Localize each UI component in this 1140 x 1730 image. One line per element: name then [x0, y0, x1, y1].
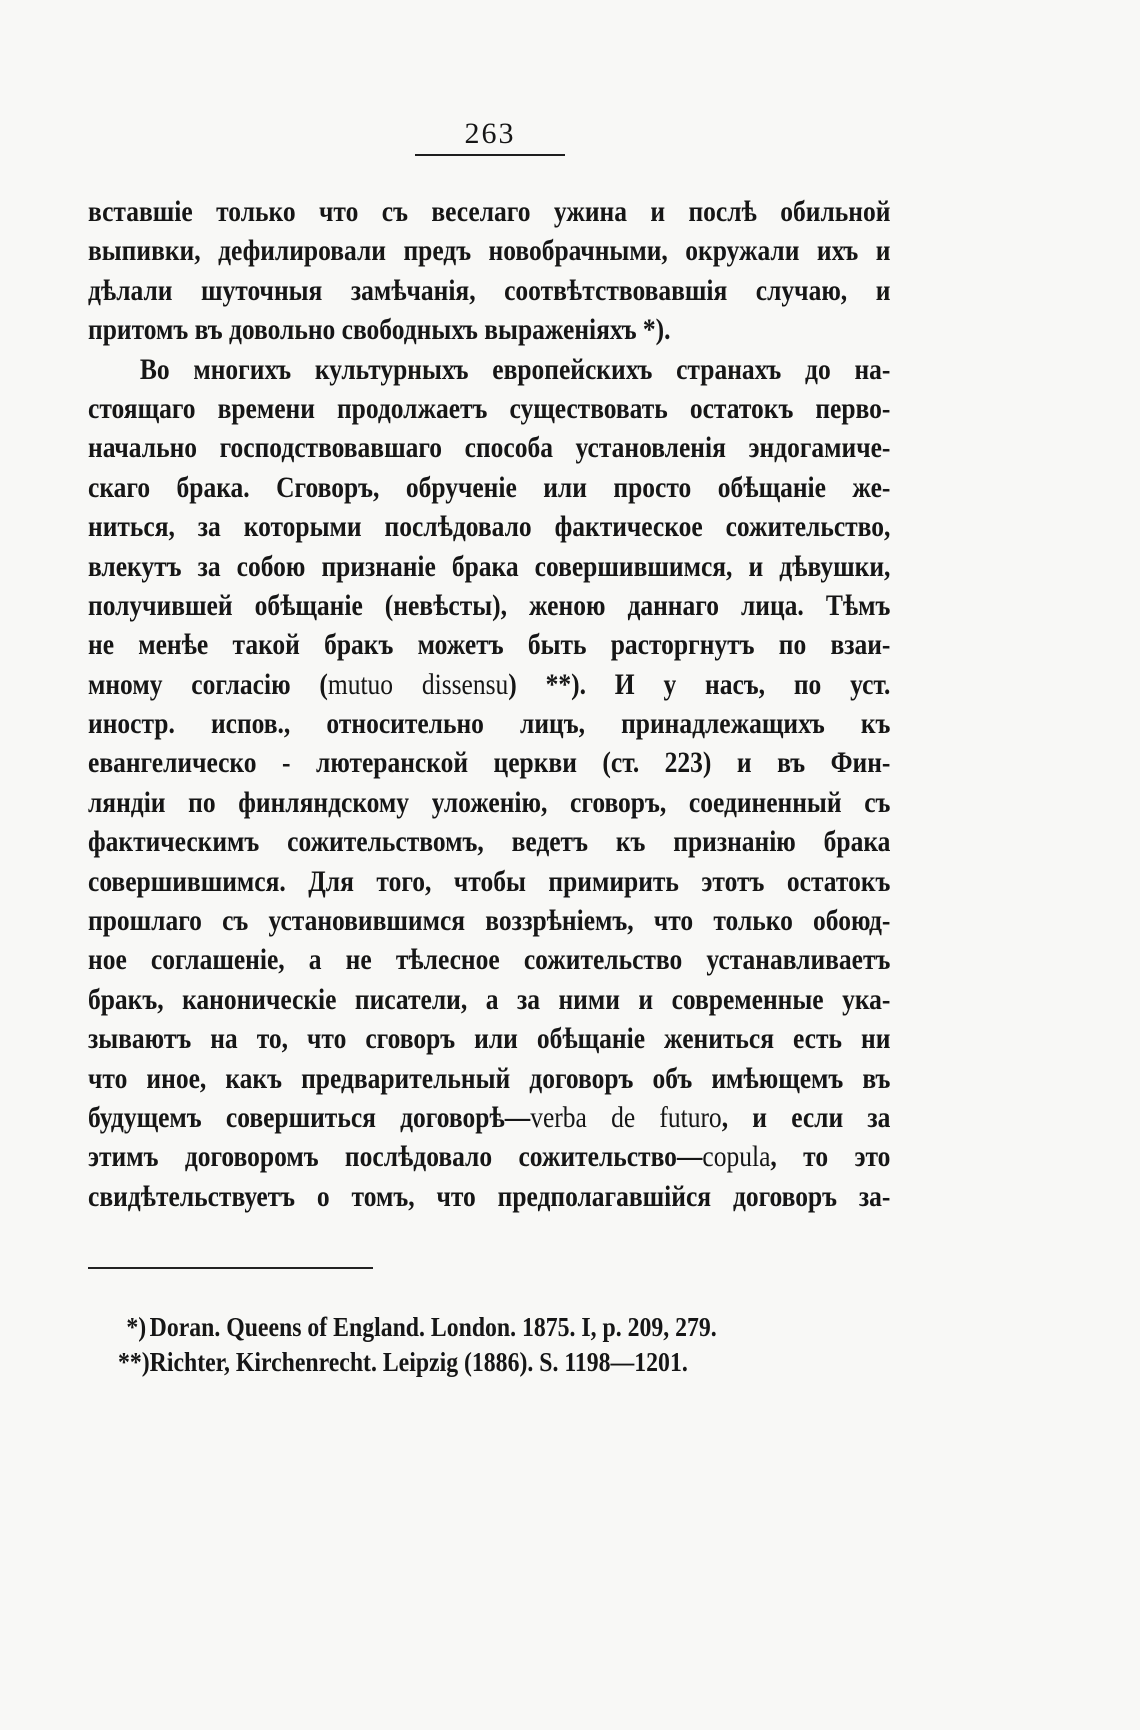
latin-phrase: verba de futuro [530, 1100, 722, 1134]
text-line: зываютъ на то, что сговоръ или обѣщаніе жениться есть ни [88, 1022, 891, 1056]
paragraph-2 [88, 350, 1032, 1217]
text-line: что иное, какъ предварительный договоръ объ имѣющемъ въ [88, 1061, 891, 1095]
text-segment: , и если за [721, 1100, 891, 1134]
text-line: ное соглашеніе, а не тѣлесное сожительство устанавливаетъ [88, 943, 891, 977]
text-line: ниться, за которыми послѣдовало фактическое сожительство, [88, 510, 891, 544]
text-segment: ) **). И у насъ, по уст. [508, 667, 891, 701]
text-line: вставшіе только что съ веселаго ужина и послѣ обильной [88, 195, 891, 228]
text-line [88, 1098, 890, 1137]
text-line: евангелическо - лютеранской церкви (ст. 223) и въ Фин- [88, 746, 891, 780]
footnote-separator [88, 1267, 373, 1269]
text-line: фактическимъ сожительствомъ, ведетъ къ признанію брака [88, 825, 891, 859]
text-line: не менѣе такой бракъ можетъ быть расторгнутъ по взаи- [88, 628, 891, 662]
text-line: выпивки, дефилировали предъ новобрачными, окружали ихъ и [88, 234, 891, 268]
footnote-text: Doran. Queens of England. London. 1875. I, p. 209, 279. [149, 1312, 717, 1342]
footnote-mark: *) [126, 1312, 147, 1342]
footnote-2 [118, 1345, 840, 1380]
text-line [88, 665, 890, 704]
body-text [88, 192, 1032, 1216]
text-line: дѣлали шуточныя замѣчанія, соотвѣтствовавшія случаю, и [88, 273, 891, 307]
text-line: бракъ, каноническіе писатели, а за ними и современные ука- [88, 982, 891, 1016]
paragraph-1 [88, 192, 1032, 350]
text-line: начально господствовавшаго способа установленія эндогамиче- [88, 431, 891, 465]
text-line: иностр. испов., относительно лицъ, принадлежащихъ къ [88, 707, 891, 741]
text-line: скаго брака. Сговоръ, обрученіе или просто обѣщаніе же- [88, 470, 891, 504]
text-segment: мному согласію ( [88, 667, 328, 701]
footnote-1 [118, 1310, 840, 1345]
text-line: притомъ въ довольно свободныхъ выраженіяхъ *). [88, 313, 671, 347]
text-segment: будущемъ совершиться договорѣ— [88, 1100, 531, 1134]
footnotes [118, 1310, 938, 1380]
text-segment: , то это [770, 1140, 891, 1174]
text-line: свидѣтельствуетъ о томъ, что предполагавшійся договоръ за- [88, 1179, 891, 1213]
text-line: прошлаго съ установившимся воззрѣніемъ, что только обоюд- [88, 904, 891, 938]
text-line: совершившимся. Для того, чтобы примирить этотъ остатокъ [88, 864, 891, 898]
footnote-mark: **) [118, 1347, 150, 1377]
text-line: получившей обѣщаніе (невѣсты), женою даннаго лица. Тѣмъ [88, 588, 891, 622]
text-line: ляндіи по финляндскому уложенію, сговоръ, соединенный съ [88, 785, 891, 819]
text-line: влекутъ за собою признаніе брака совершившимся, и дѣвушки, [88, 549, 891, 583]
page-number-rule [415, 154, 565, 156]
text-line [88, 1137, 890, 1176]
text-line: стоящаго времени продолжаетъ существовать остатокъ перво- [88, 391, 891, 425]
text-line: Во многихъ культурныхъ европейскихъ странахъ до на- [139, 352, 891, 386]
footnote-text: Richter, Kirchenrecht. Leipzig (1886). S. 1198—1201. [149, 1347, 688, 1377]
text-segment: этимъ договоромъ послѣдовало сожительство— [88, 1140, 703, 1174]
latin-phrase: mutuo dissensu [327, 667, 509, 701]
latin-phrase: copula [702, 1140, 771, 1174]
page-number: 263 [464, 117, 516, 150]
